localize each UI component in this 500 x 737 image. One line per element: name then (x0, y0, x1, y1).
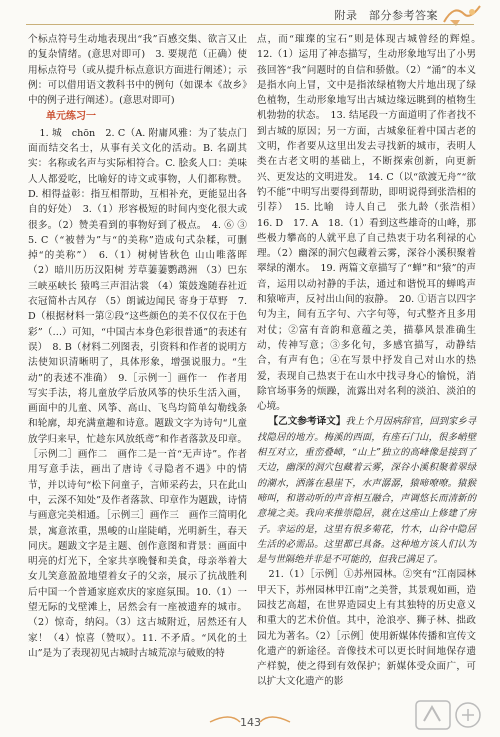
watermark-logo-icon (414, 697, 494, 733)
left-paragraph-intro: 个标点符号生动地表现出“我”百感交集、欲言又止的复杂情绪。(意思对即可) 3. 要规范（正确）使用标点符号（或从提升标点意识方面进行阐述）；示例：可以借用语文教科书中的例句（如课本《故乡》中的例子进行阐述）。(意思对即可) (28, 34, 247, 107)
left-column (28, 32, 257, 712)
header-title: 附录 部分参考答案 (334, 9, 438, 22)
header-rule (26, 24, 474, 25)
answer-columns (28, 32, 486, 712)
right-paragraph-answers: 点，而“璀璨的宝石”则是体现古城曾经的辉煌。 12.（1）运用了神态描写，生动形象地写出了小男孩回答“我”问题时的自信和骄傲。（2）“涌”的本义是指水向上冒，文中是指浓绿植物大片地出现了绿色植物，生动形象地写出古城边缘远眺到的植物生机勃勃的状态。 13. 结尾段一方面道明了作者找不到古城的原因；另一方面，古城象征着中国古老的文明，作者要从这里出发去寻找新的城市，表明人类在古老文明的基础上，不断探索创新，向更新兴、更发达的文明进发。 14. C（以“欲渡无舟”“欲钓不能”中明写出要得到帮助，即明说得到张浩相的引荐） 15. 比喻 诗人自己 张九龄（张浩相） 16. D 17. A 18.（1）看到这些雄奇的山峰，那些极力攀高的人就平息了自己热衷于功名利禄的心理。（2）幽深的洞穴包藏着云雾，深谷小溪积聚着翠绿的潮水。 19. 两篇文章描写了“蝉”和“猿”的声音，运用以动衬静的手法，通过和谐悦耳的蝉鸣声和猿啼声，反衬出山间的寂静。 20. ①语言以四字句为主，间有五字句、六字句等，句式整齐且多用对仗；②富有音韵和意蕴之美，描摹风景准确生动，传神写意；③多化句，多感官描写，动静结合，有声有色；④在写景中抒发自己对山水的热爱，表现自己热衷于在山水中找寻身心的愉悦，消除官场事务的烦躁，流露出对名利的淡泊、淡泊的心境。 (257, 34, 486, 413)
right-column (257, 32, 486, 712)
left-paragraph-answers: 1. 城 chōn 2. C（A. 附庸风雅：为了装点门面而结交名士，从事有关文化的活动。B. 名副其实：名称或名声与实际相符合。C. 脍炙人口：美味人人都爱吃，比喻好的诗文或事物，人们都称赞。D. 相得益彰：指互相帮助，互相补充，更能显出各自的好处） 3.（1）形容极短的时间内变化很大或很多。（2）赞美看到的事物好到了极点。 4. ⑥ ③ 5. C（“被替为”与“的美称”造成句式杂糅，可删掉“的美称”） 6.（1）树树皆秋色 山山唯落晖 （2）暗川历历汉阳树 芳草萋萋鹦鹉洲 （3）巴东三峡巫峡长 猿鸣三声泪沾裳 （4）策鼓逸随春社近 衣冠简朴古风存 （5）朗诚边闻民 寄身于草野 7. D（根据材料一第②段“这些颜色的美不仅仅在于色彩”（…）可知，“中国古本身色彩很普通”的表述有误） 8. B（材料二列图表，引资料和作者的说明方法使知识清晰明了，具体形象，增强说服力。“生动”的表述不准确） 9.［示例一］画作一 作者用写实手法，将儿童放学后放风筝的快乐生活入画，画面中的儿童、风筝、高山、飞鸟均简单勾勒线条和轮廓，却充满童趣和诗意。题跋文字为诗句“儿童放学归来早，忙趁东风放纸鸢”和作者落款及印章。［示例二］画作二 画作二是一首“无声诗”。作者用写意手法，画出了唐诗《寻隐者不遇》中的情节，并以诗句“松下问童子，言师采药去，只在此山中，云深不知处”及作者落款、印章作为题跋，诗情与画意完美相通。［示例三］画作三 画作三简明化景，寓意浓重，黑峻的山崖陡峭，光明新生，春天同庆。题跋文字是主题、创作意图和背景：画面中明亮的灯光下，全家共享晚餐和美食，母亲举着大女儿笑意盈盈地望着女子的父亲，展示了抗战胜利后中国一个普通家庭欢庆的家庭氛围。10.（1）一望无际的戈壁滩上，居然会有一座被遗弃的城市。（2）惊奇，纳闷。（3）这古城附近，居然还有人家！（4）惊喜（赞叹）。11. 不矛盾。“风化的土山”是为了表现初见古城时古城荒凉与破败的特 (28, 127, 257, 659)
translation-text: 我上个月因病辞官，回到家乡寻找隐居的地方。梅溪的西面，有座石门山，很多峭壁相互对立，重峦叠嶂，“山上”独立的高峰像是接到了天边，幽深的洞穴包藏着云雾，深谷小溪积聚着翠绿的潮水，洒落在悬崖下，水声潺潺，猿啼嘹嘹。猿猴啼叫，和谐动听的声音相互融合，声调悠长而清新的意境之美。我向来推崇隐居，就在这座山上修建了房子。幸运的是，这里有很多菊花，竹木，山谷中隐居生活的必需品。这里都已具备。这种地方该人们认为是与世隔绝并非是不可能的，但我已满足了。 (257, 416, 477, 566)
section-title: 单元练习一 (46, 111, 96, 123)
right-paragraph-final: 21.（1）［示例］①苏州园林。②突有“江南园林甲天下，苏州园林甲江南”之美誉，其景观如画，造园技艺高超，在世界造园史上有其独特的历史意义和重大的艺术价值。其中，沧浪亭、狮子林、拙政园尤为著名。（2）［示例］使用新媒体传播和宣传文化遗产的新途径。音像技术可以更长时间地保存遗产样貌，使之得到有效保护；新媒体受众面广，可以扩大文化遗产的影 (257, 569, 476, 688)
translation-title: 【乙文参考译文】 (268, 416, 346, 428)
page-header (0, 0, 500, 28)
page-number: 143 (240, 716, 261, 729)
